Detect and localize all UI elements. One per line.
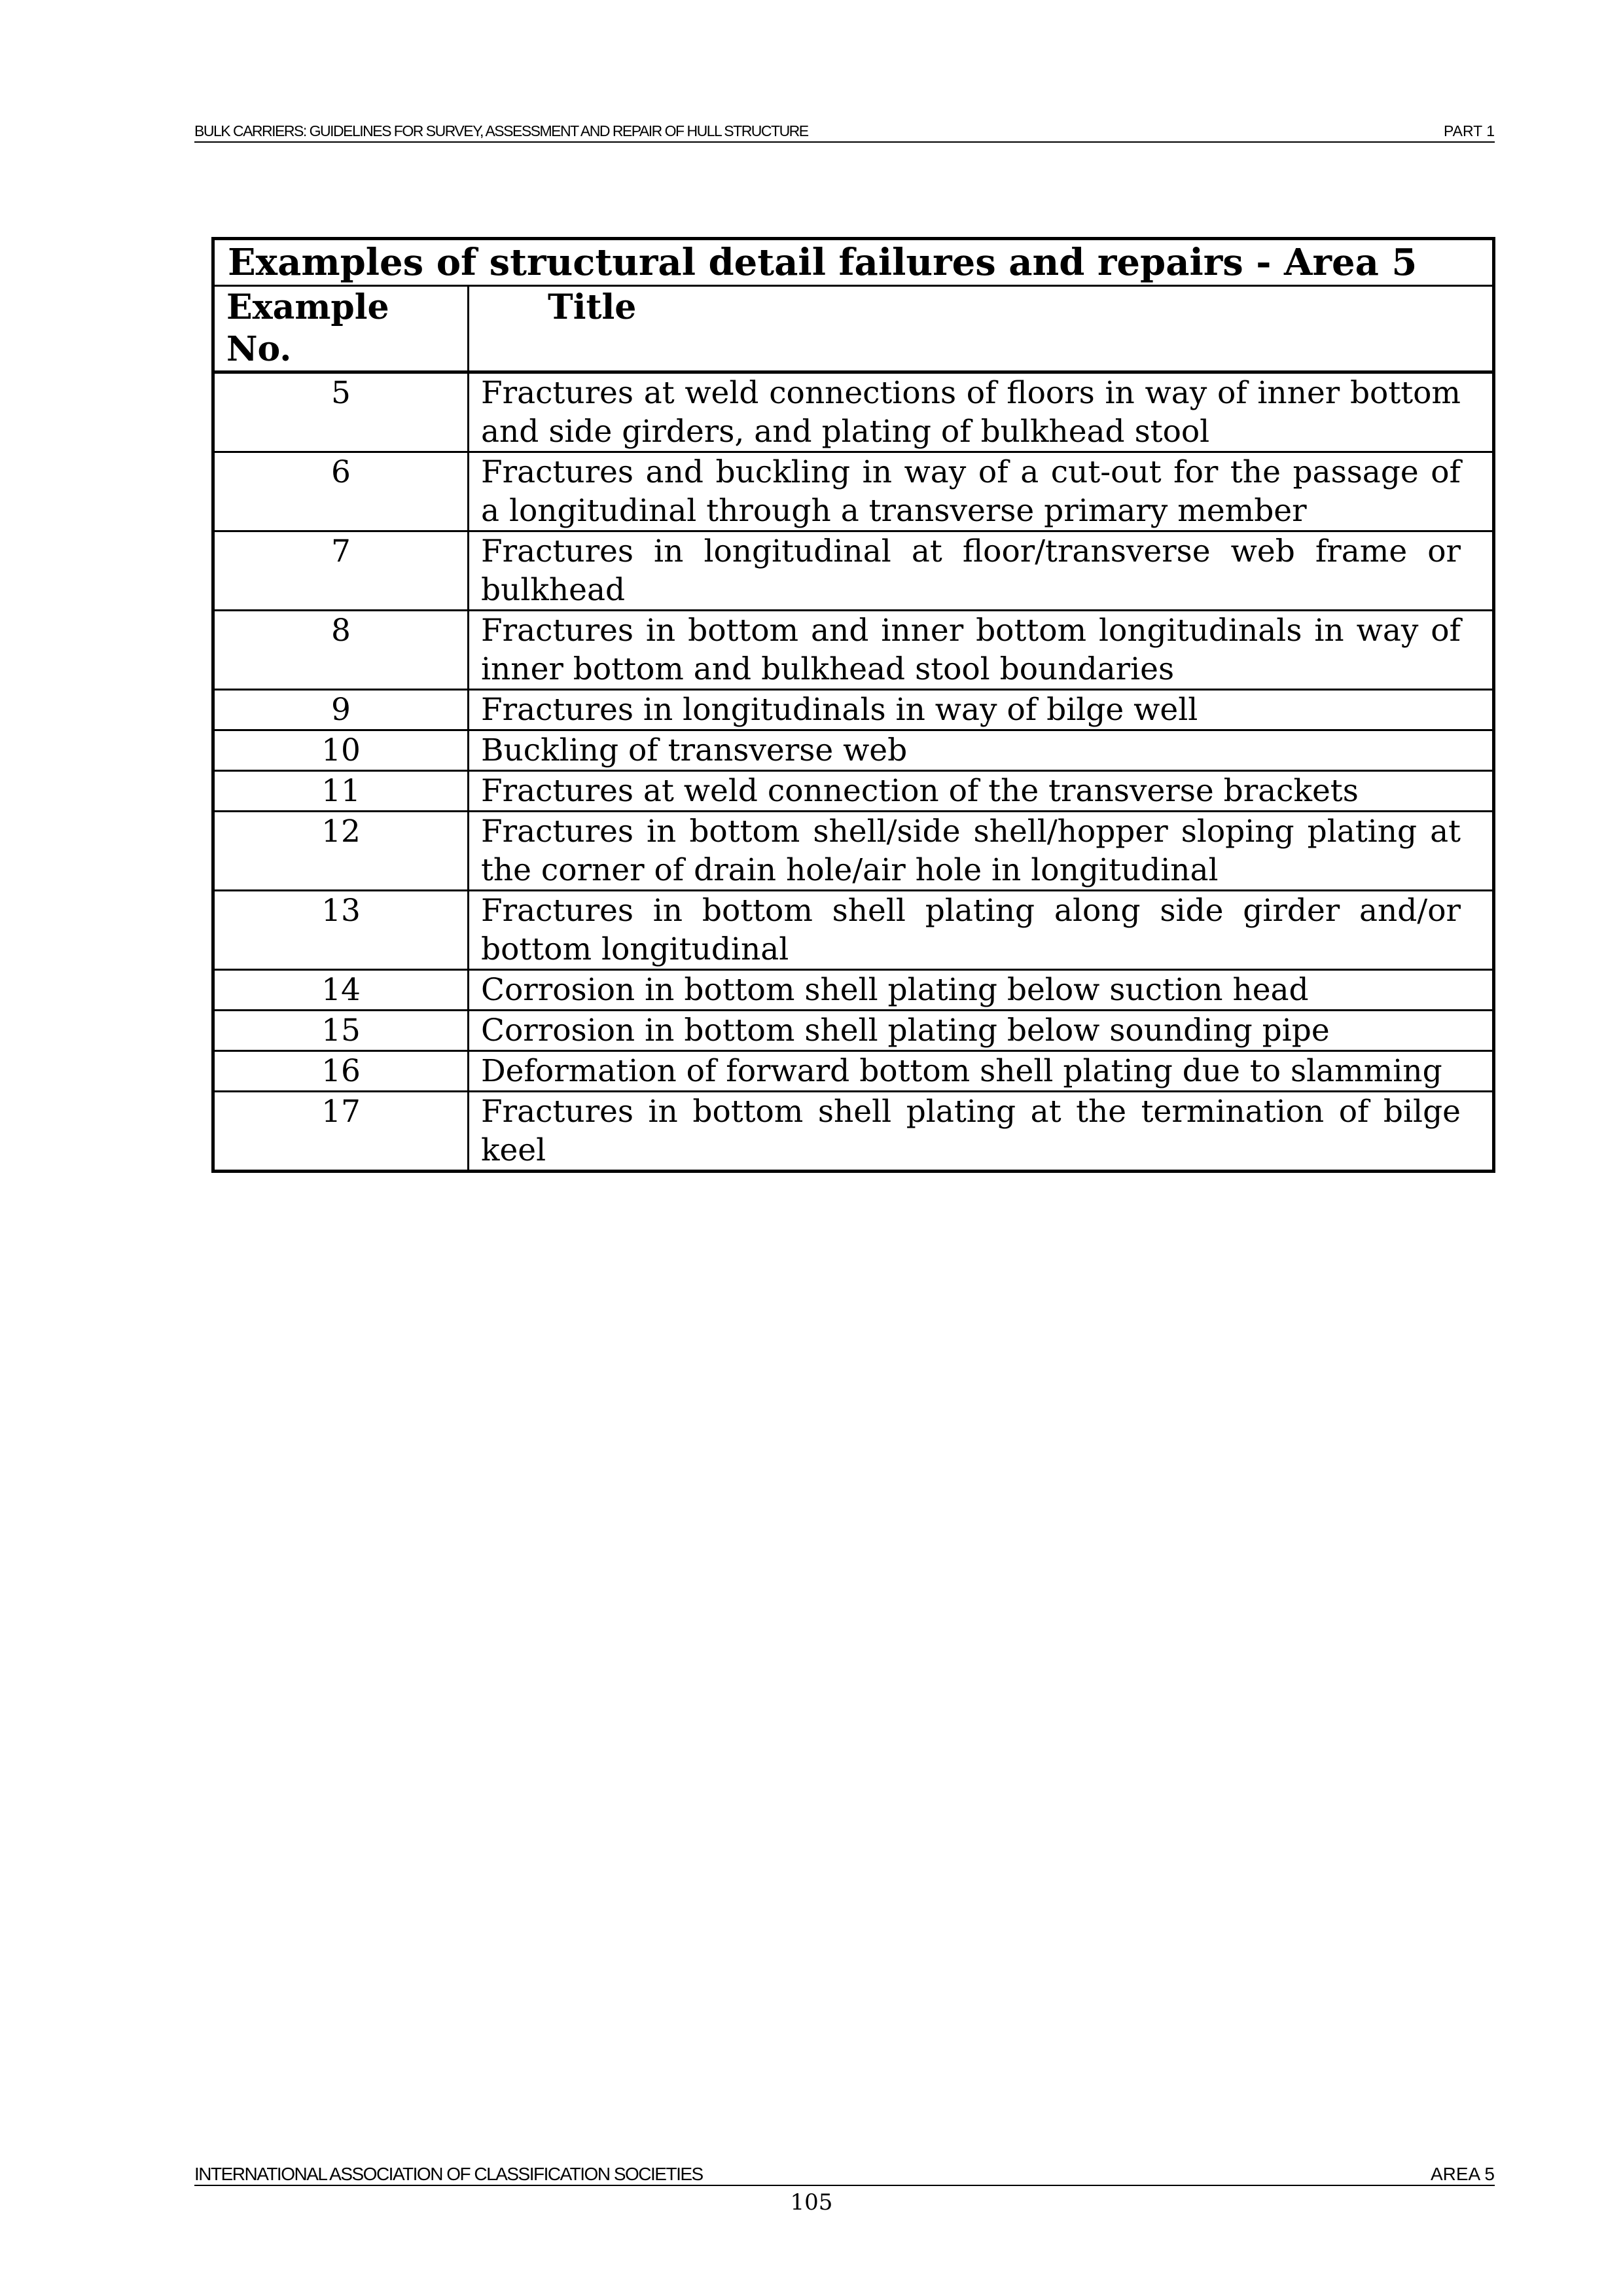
example-title-cell: Fractures in bottom shell plating at the termination of bilge keel (469, 1092, 1494, 1172)
table-body (213, 372, 1494, 1172)
examples-table (211, 237, 1495, 1173)
table-row (213, 1051, 1494, 1092)
example-number-cell: 5 (213, 372, 469, 452)
running-footer (194, 2164, 1495, 2186)
table-caption: Examples of structural detail failures and repairs - Area 5 (213, 239, 1494, 286)
table-row (213, 1092, 1494, 1172)
table-row (213, 771, 1494, 812)
table-header-row (213, 286, 1494, 372)
example-title-cell: Deformation of forward bottom shell plating due to slamming (469, 1051, 1494, 1092)
table-row (213, 690, 1494, 730)
example-title-cell: Fractures in bottom shell/side shell/hopper sloping plating at the corner of drain hole/air hole in longitudinal (469, 812, 1494, 891)
example-title-cell: Fractures and buckling in way of a cut-out for the passage of a longitudinal through a transverse primary member (469, 452, 1494, 531)
table-row (213, 730, 1494, 771)
example-title-cell: Fractures in bottom shell plating along side girder and/or bottom longitudinal (469, 891, 1494, 970)
example-number-cell: 13 (213, 891, 469, 970)
example-title-cell: Buckling of transverse web (469, 730, 1494, 771)
example-title-cell: Corrosion in bottom shell plating below suction head (469, 970, 1494, 1011)
table-row (213, 611, 1494, 690)
example-number-cell: 8 (213, 611, 469, 690)
running-header (194, 122, 1495, 143)
table-caption-row (213, 239, 1494, 286)
example-number-cell: 10 (213, 730, 469, 771)
example-title-cell: Corrosion in bottom shell plating below sounding pipe (469, 1011, 1494, 1051)
example-title-cell: Fractures in longitudinals in way of bilge well (469, 690, 1494, 730)
table-row (213, 970, 1494, 1011)
table-row (213, 812, 1494, 891)
example-number-cell: 17 (213, 1092, 469, 1172)
table-row (213, 452, 1494, 531)
column-header-title: Title (469, 286, 1494, 372)
table-row (213, 891, 1494, 970)
footer-organization: INTERNATIONAL ASSOCIATION OF CLASSIFICATION SOCIETIES (194, 2164, 703, 2184)
example-title-cell: Fractures in longitudinal at floor/transverse web frame or bulkhead (469, 531, 1494, 611)
page-number: 105 (790, 2189, 833, 2215)
column-header-example-no: Example No. (213, 286, 469, 372)
header-part-label: PART 1 (1444, 122, 1495, 139)
header-document-title: BULK CARRIERS: GUIDELINES FOR SURVEY, ASSESSMENT AND REPAIR OF HULL STRUCTURE (194, 122, 808, 139)
example-number-cell: 14 (213, 970, 469, 1011)
example-number-cell: 15 (213, 1011, 469, 1051)
footer-area-label: AREA 5 (1430, 2164, 1495, 2184)
table-row (213, 531, 1494, 611)
example-number-cell: 7 (213, 531, 469, 611)
example-number-cell: 6 (213, 452, 469, 531)
example-number-cell: 11 (213, 771, 469, 812)
table-row (213, 1011, 1494, 1051)
table-row (213, 372, 1494, 452)
example-title-cell: Fractures in bottom and inner bottom longitudinals in way of inner bottom and bulkhead stool boundaries (469, 611, 1494, 690)
example-number-cell: 16 (213, 1051, 469, 1092)
example-number-cell: 9 (213, 690, 469, 730)
example-number-cell: 12 (213, 812, 469, 891)
example-title-cell: Fractures at weld connection of the transverse brackets (469, 771, 1494, 812)
example-title-cell: Fractures at weld connections of floors in way of inner bottom and side girders, and plating of bulkhead stool (469, 372, 1494, 452)
